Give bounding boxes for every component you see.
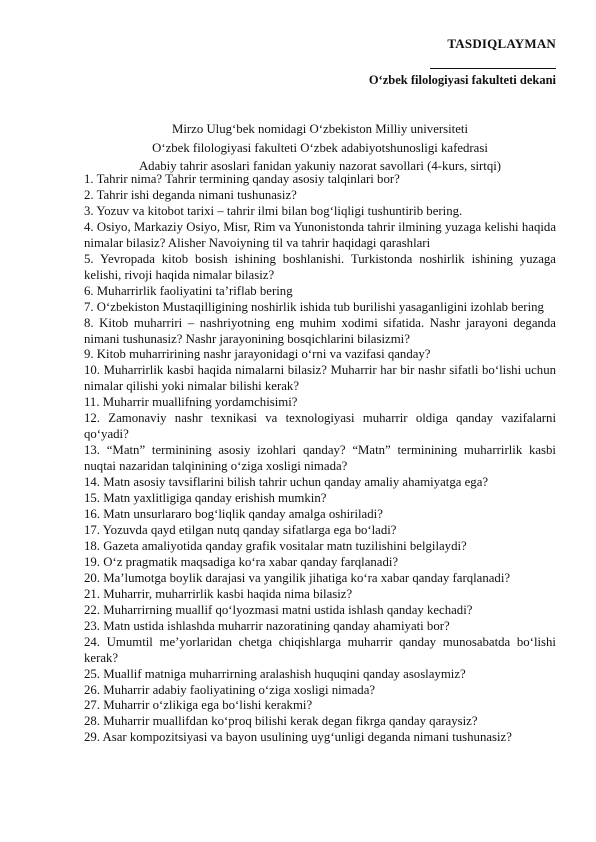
question-item: 28. Muharrir muallifdan ko‘proq bilishi kerak degan fikrga qanday qaraysiz? [84, 714, 478, 729]
question-item: 4. Osiyo, Markaziy Osiyo, Misr, Rim va Yunonistonda tahrir ilmining yuzaga kelishi haqida nimalar bilasiz? Alisher Navoiyning til va tahrir haqidagi qarashlari [84, 219, 556, 250]
question-item: 8. Kitob muharriri – nashriyotning eng muhim xodimi sifatida. Nashr jarayoni deganda nimani tushunasiz? Nashr jarayonining bosqichlarini bilasizmi? [84, 315, 556, 346]
department-name: O‘zbek filologiyasi fakulteti O‘zbek adabiyotshunosligi kafedrasi [152, 140, 488, 155]
approval-title: TASDIQLAYMAN [447, 36, 556, 51]
question-item: 16. Matn unsurlararo bog‘liqlik qanday amalga oshiriladi? [84, 507, 383, 522]
question-item: 20. Ma’lumotga boylik darajasi va yangilik jihatiga ko‘ra xabar qanday farqlanadi? [84, 570, 511, 585]
question-item: 24. Umumtil me’yorlaridan chetga chiqishlarga muharrir qanday munosabatda bo‘lishi kerak? [84, 634, 556, 665]
question-item: 10. Muharrirlik kasbi haqida nimalarni bilasiz? Muharrir har bir nashr sifatli bo‘lishi uchun nimalar qilishi yoki nimalar bilishi kerak? [84, 363, 556, 394]
questions-list [84, 172, 556, 746]
question-item: 23. Matn ustida ishlashda muharrir nazoratining qanday ahamiyati bor? [84, 618, 450, 633]
question-item: 22. Muharrirning muallif qo‘lyozmasi matni ustida ishlash qanday kechadi? [84, 602, 473, 617]
question-item: 15. Matn yaxlitligiga qanday erishish mumkin? [84, 491, 327, 506]
question-item: 27. Muharrir o‘zlikiga ega bo‘lishi kerakmi? [84, 698, 313, 713]
document-subject: Adabiy tahrir asoslari fanidan yakuniy nazorat savollari (4-kurs, sirtqi) [138, 159, 502, 173]
question-item: 1. Tahrir nima? Tahrir termining qanday asosiy talqinlari bor? [84, 172, 400, 186]
question-item: 25. Muallif matniga muharrirning aralashish huquqini qanday asoslaymiz? [84, 666, 466, 681]
question-item: 18. Gazeta amaliyotida qanday grafik vositalar matn tuzilishini belgilaydi? [84, 538, 467, 553]
question-item: 6. Muharrirlik faoliyatini ta’riflab bering [84, 283, 293, 298]
question-item: 17. Yozuvda qayd etilgan nutq qanday sifatlarga ega bo‘ladi? [84, 522, 397, 537]
question-item: 11. Muharrir muallifning yordamchisimi? [84, 395, 298, 410]
question-item: 29. Asar kompozitsiyasi va bayon usulining uyg‘unligi deganda nimani tushunasiz? [84, 730, 512, 745]
dean-title: O‘zbek filologiyasi fakulteti dekani [368, 73, 556, 87]
question-item: 21. Muharrir, muharrirlik kasbi haqida nima bilasiz? [84, 586, 353, 601]
question-item: 5. Yevropada kitob bosish ishining boshlanishi. Turkistonda noshirlik ishining yuzaga kelishi, rivoji haqida nimalar bilasiz? [84, 251, 556, 282]
question-item: 13. “Matn” terminining asosiy izohlari qanday? “Matn” terminining muharrirlik kasbi nuqtai nazaridan talqinining o‘ziga xosligi nimada? [84, 443, 556, 474]
university-name: Mirzo Ulug‘bek nomidagi O‘zbekiston Milliy universiteti [171, 122, 469, 136]
question-item: 2. Tahrir ishi deganda nimani tushunasiz? [84, 187, 297, 202]
question-item: 3. Yozuv va kitobot tarixi – tahrir ilmi bilan bog‘liqligi tushuntirib bering. [84, 203, 463, 218]
question-item: 9. Kitob muharririning nashr jarayonidagi o‘rni va vazifasi qanday? [84, 347, 431, 362]
question-item: 7. O‘zbekiston Mustaqilligining noshirlik ishida tub burilishi yasaganligini izohlab bering [84, 299, 544, 314]
signature-line [430, 64, 556, 69]
approval-block [316, 36, 556, 88]
document-header [84, 120, 556, 176]
question-item: 12. Zamonaviy nashr texnikasi va texnologiyasi muharrir oldiga qanday vazifalarni qo‘yadi? [84, 411, 556, 442]
question-item: 14. Matn asosiy tavsiflarini bilish tahrir uchun qanday amaliy ahamiyatga ega? [84, 475, 489, 490]
question-item: 19. O‘z pragmatik maqsadiga ko‘ra xabar qanday farqlanadi? [84, 554, 399, 569]
question-item: 26. Muharrir adabiy faoliyatining o‘ziga xosligi nimada? [84, 682, 376, 697]
